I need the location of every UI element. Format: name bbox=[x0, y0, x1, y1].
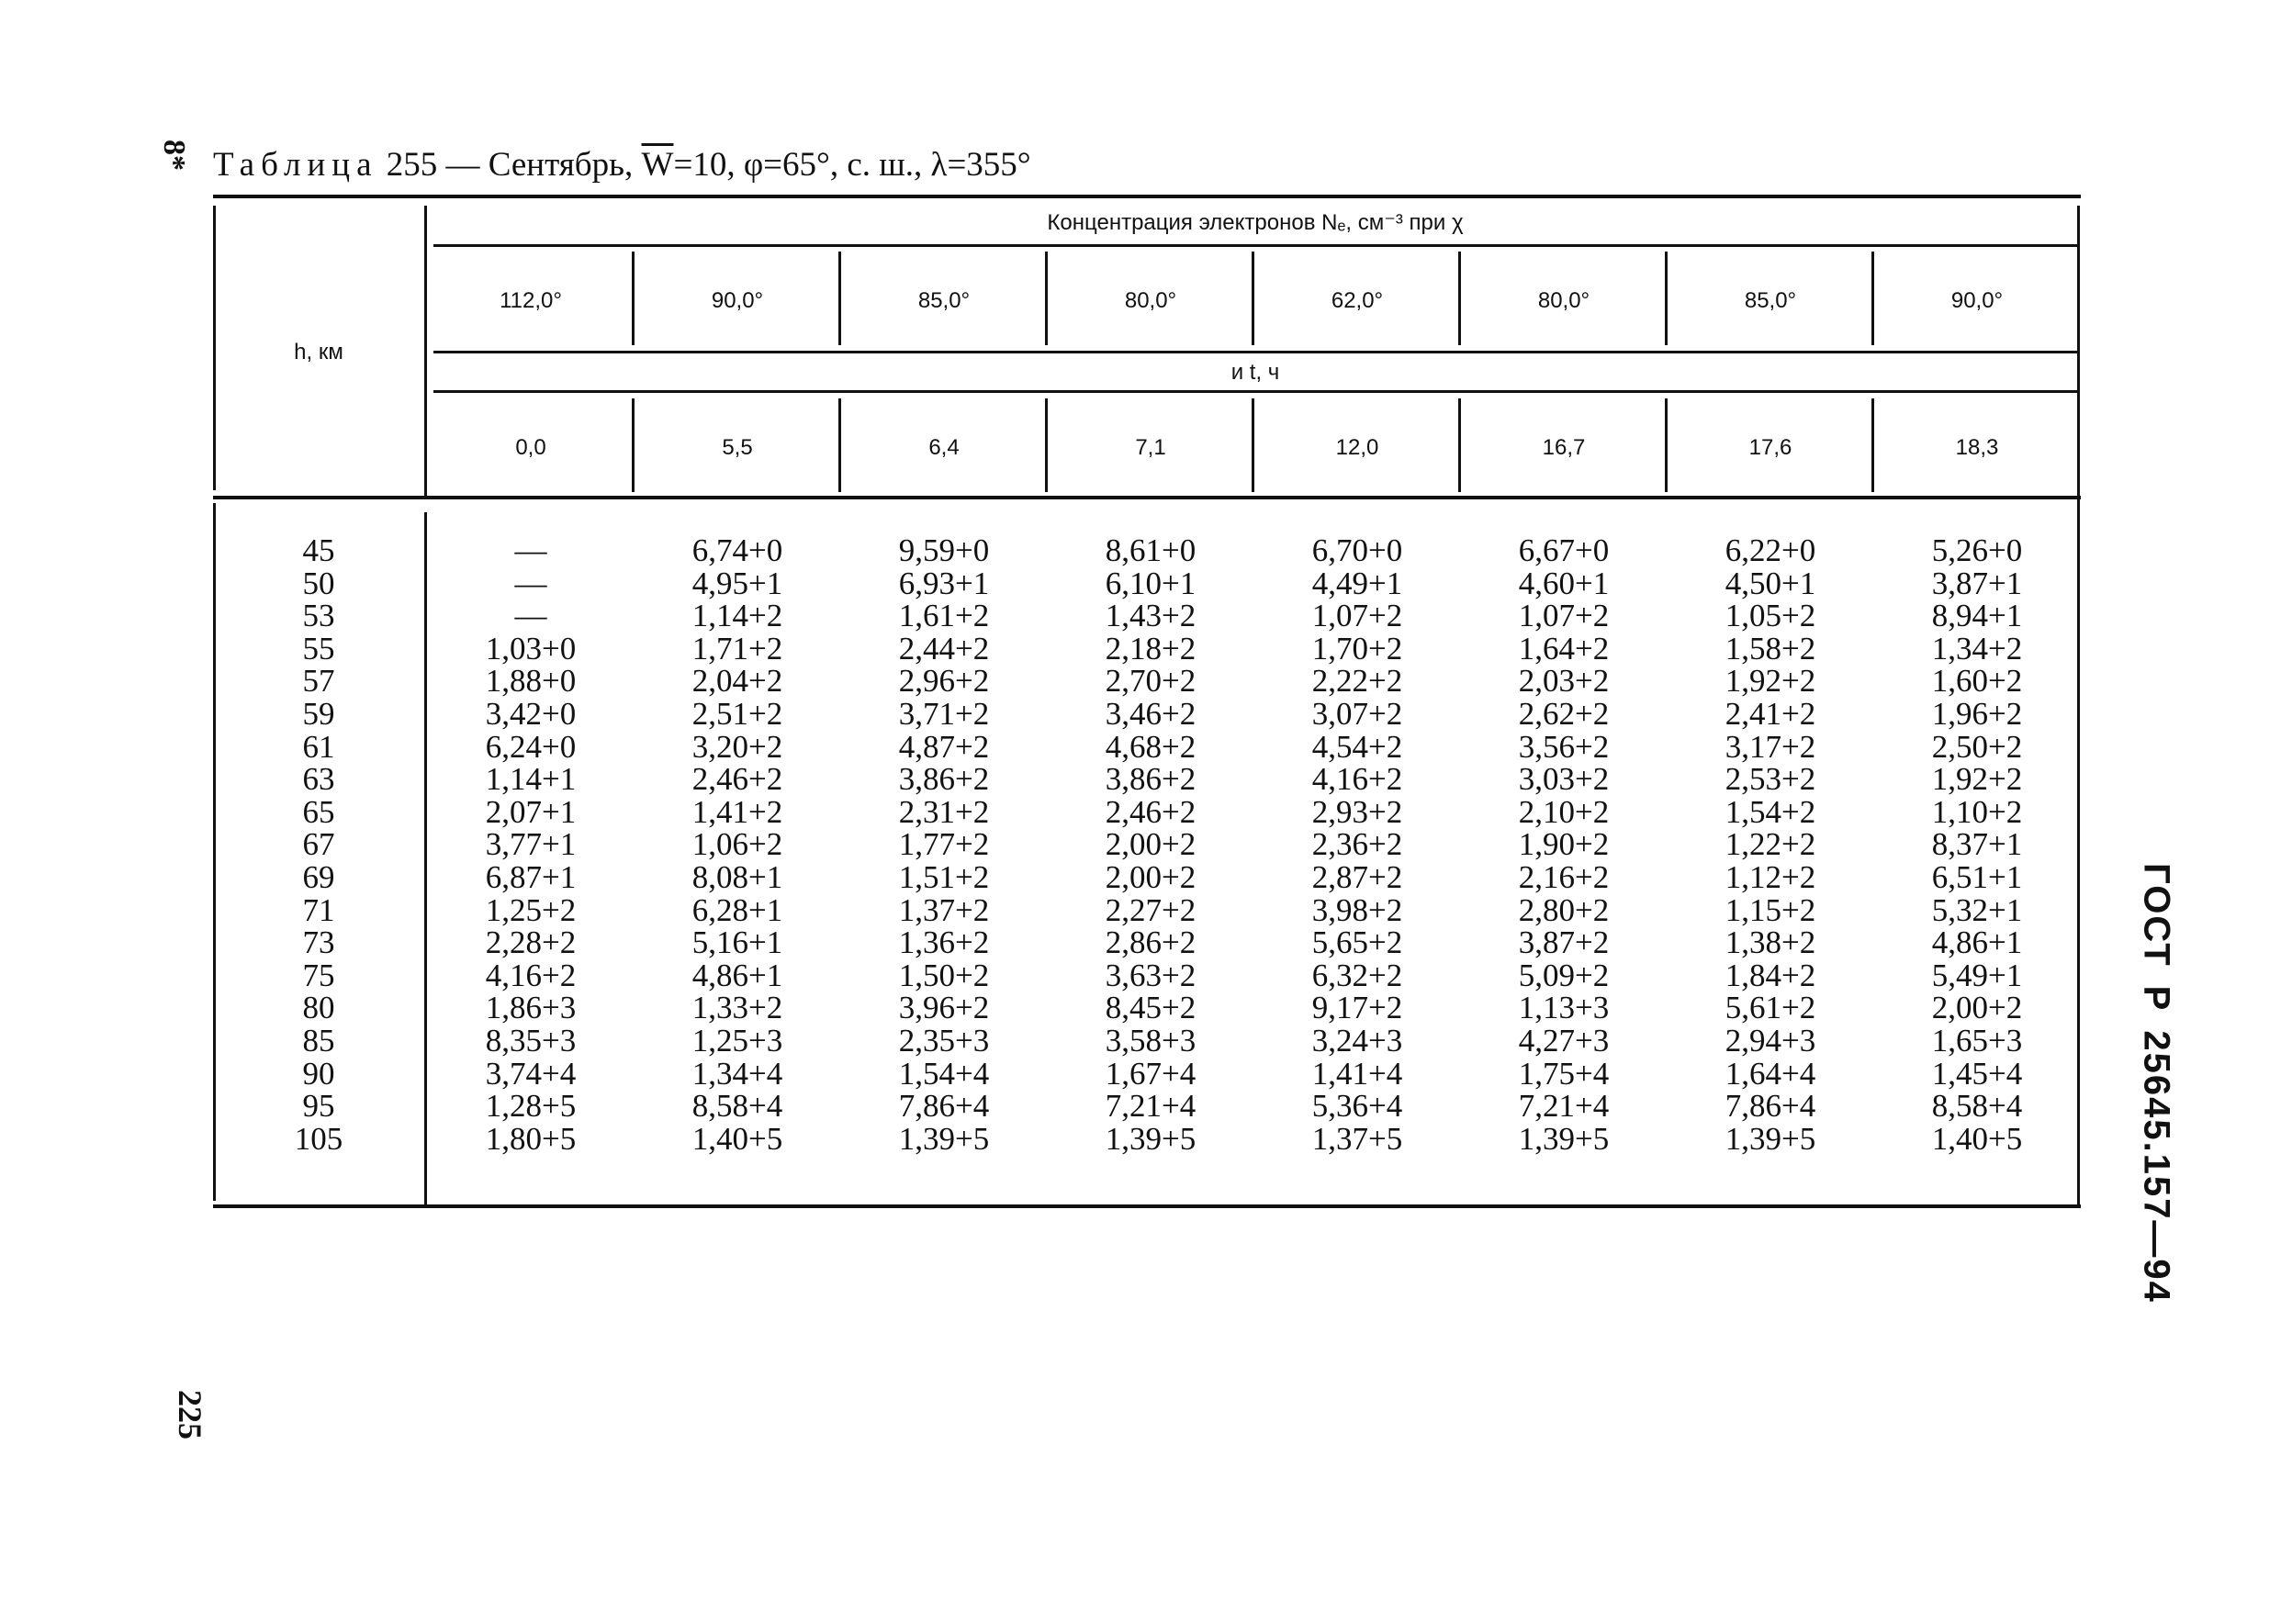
table-cell: 5,36+4 bbox=[1311, 1088, 1403, 1125]
table-cell: 2,00+2 bbox=[1105, 858, 1197, 895]
table-cell: 1,34+4 bbox=[691, 1055, 783, 1092]
table-cell: 1,51+2 bbox=[898, 858, 990, 895]
table-cell: 3,03+2 bbox=[1518, 761, 1610, 798]
table-cell: 3,24+3 bbox=[1311, 1022, 1403, 1058]
table-cell: 3,17+2 bbox=[1725, 728, 1816, 765]
table-cell: 1,54+4 bbox=[898, 1055, 990, 1092]
table-cell: 4,27+3 bbox=[1518, 1022, 1610, 1058]
h-value: 85 bbox=[302, 1022, 335, 1058]
table-cell: 1,86+3 bbox=[485, 990, 577, 1026]
chi-header: 62,0° bbox=[1331, 288, 1384, 313]
chi-header: 80,0° bbox=[1124, 288, 1177, 313]
table-cell: 2,35+3 bbox=[898, 1022, 990, 1058]
h-value: 57 bbox=[302, 663, 335, 700]
table-cell: 3,96+2 bbox=[898, 990, 990, 1026]
table-cell: 8,58+4 bbox=[691, 1088, 783, 1125]
t-header: 0,0 bbox=[515, 435, 546, 460]
t-header: 6,4 bbox=[928, 435, 960, 460]
chi-header: 85,0° bbox=[917, 288, 971, 313]
table-cell: 1,22+2 bbox=[1725, 826, 1816, 863]
table-cell: 1,92+2 bbox=[1931, 761, 2023, 798]
table-cell: — bbox=[514, 532, 547, 568]
title-w-symbol: $\overline{W}$ bbox=[641, 146, 674, 184]
value-column-2 bbox=[635, 534, 840, 1155]
value-column-8 bbox=[1874, 534, 2080, 1155]
table-cell: 2,00+2 bbox=[1931, 990, 2023, 1026]
title-rest-b: =10, φ=65°, с. ш., λ=355° bbox=[673, 146, 1031, 184]
t-header: 18,3 bbox=[1955, 435, 1999, 460]
page-number: 225 bbox=[172, 1390, 208, 1439]
table-cell: 1,80+5 bbox=[485, 1120, 577, 1157]
table-cell: 2,00+2 bbox=[1105, 826, 1197, 863]
value-column-5 bbox=[1254, 534, 1460, 1155]
table-cell: 5,65+2 bbox=[1311, 924, 1403, 961]
table-cell: 5,16+1 bbox=[691, 924, 783, 961]
chi-header: 90,0° bbox=[711, 288, 764, 313]
table-cell: 3,74+4 bbox=[485, 1055, 577, 1092]
h-value: 69 bbox=[302, 858, 335, 895]
table-cell: 1,13+3 bbox=[1518, 990, 1610, 1026]
table-cell: 1,50+2 bbox=[898, 957, 990, 993]
table-cell: 8,37+1 bbox=[1931, 826, 2023, 863]
table-cell: 3,42+0 bbox=[485, 695, 577, 732]
table-cell: 2,70+2 bbox=[1105, 663, 1197, 700]
table-cell: 1,90+2 bbox=[1518, 826, 1610, 863]
value-column-7 bbox=[1668, 534, 1873, 1155]
table-cell: 6,70+0 bbox=[1311, 532, 1403, 568]
table-cell: 2,53+2 bbox=[1725, 761, 1816, 798]
table-cell: 6,10+1 bbox=[1105, 565, 1197, 601]
table-cell: 6,87+1 bbox=[485, 858, 577, 895]
table-cell: 2,22+2 bbox=[1311, 663, 1403, 700]
table-cell: 1,40+5 bbox=[1931, 1120, 2023, 1157]
table-cell: 1,65+3 bbox=[1931, 1022, 2023, 1058]
table-cell: 2,51+2 bbox=[691, 695, 783, 732]
table-cell: 1,37+5 bbox=[1311, 1120, 1403, 1157]
table-cell: 1,03+0 bbox=[485, 630, 577, 666]
table-cell: 1,10+2 bbox=[1931, 793, 2023, 830]
top-rule bbox=[213, 195, 2081, 198]
table-cell: 8,61+0 bbox=[1105, 532, 1197, 568]
table-cell: 2,62+2 bbox=[1518, 695, 1610, 732]
sub-header: и t, ч bbox=[1230, 360, 1280, 385]
subheader-rule bbox=[433, 390, 2077, 393]
table-cell: 1,54+2 bbox=[1725, 793, 1816, 830]
table-cell: 8,58+4 bbox=[1931, 1088, 2023, 1125]
table-cell: 6,22+0 bbox=[1725, 532, 1816, 568]
table-cell: 3,71+2 bbox=[898, 695, 990, 732]
table-cell: 3,58+3 bbox=[1105, 1022, 1197, 1058]
table-cell: 8,94+1 bbox=[1931, 598, 2023, 634]
table-cell: 1,37+2 bbox=[898, 891, 990, 928]
table-cell: 3,56+2 bbox=[1518, 728, 1610, 765]
table-cell: 2,18+2 bbox=[1105, 630, 1197, 666]
table-cell: 5,26+0 bbox=[1931, 532, 2023, 568]
table-cell: 2,28+2 bbox=[485, 924, 577, 961]
left-border-body bbox=[213, 503, 216, 1201]
t-header: 7,1 bbox=[1135, 435, 1166, 460]
h-value: 75 bbox=[302, 957, 335, 993]
table-cell: 3,86+2 bbox=[1105, 761, 1197, 798]
table-cell: 1,39+5 bbox=[1105, 1120, 1197, 1157]
table-cell: 1,77+2 bbox=[898, 826, 990, 863]
h-value: 59 bbox=[302, 695, 335, 732]
table-cell: — bbox=[514, 598, 547, 634]
h-value: 63 bbox=[302, 761, 335, 798]
table-cell: 1,41+4 bbox=[1311, 1055, 1403, 1092]
table-cell: 2,80+2 bbox=[1518, 891, 1610, 928]
t-header: 12,0 bbox=[1335, 435, 1379, 460]
table-cell: 1,38+2 bbox=[1725, 924, 1816, 961]
standard-prefix: ГОСТ bbox=[2136, 863, 2177, 968]
table-cell: 2,50+2 bbox=[1931, 728, 2023, 765]
table-cell: 2,93+2 bbox=[1311, 793, 1403, 830]
table-cell: 7,86+4 bbox=[1725, 1088, 1816, 1125]
table-cell: 1,34+2 bbox=[1931, 630, 2023, 666]
table-cell: 3,87+1 bbox=[1931, 565, 2023, 601]
table-cell: 5,49+1 bbox=[1931, 957, 2023, 993]
table-cell: 1,70+2 bbox=[1311, 630, 1403, 666]
table-cell: 9,17+2 bbox=[1311, 990, 1403, 1026]
h-value: 90 bbox=[302, 1055, 335, 1092]
table-cell: 3,86+2 bbox=[898, 761, 990, 798]
table-cell: 4,86+1 bbox=[1931, 924, 2023, 961]
standard-designation bbox=[2136, 854, 2177, 1313]
chi-header: 112,0° bbox=[500, 288, 562, 313]
table-cell: 4,54+2 bbox=[1311, 728, 1403, 765]
table-cell: 1,84+2 bbox=[1725, 957, 1816, 993]
table-cell: 7,21+4 bbox=[1518, 1088, 1610, 1125]
table-cell: 5,61+2 bbox=[1725, 990, 1816, 1026]
table-cell: 3,07+2 bbox=[1311, 695, 1403, 732]
value-column-3 bbox=[841, 534, 1047, 1155]
table-cell: 1,25+2 bbox=[485, 891, 577, 928]
table-cell: 8,08+1 bbox=[691, 858, 783, 895]
title-rest-a: — Сентябрь, bbox=[437, 146, 642, 184]
table-cell: 9,59+0 bbox=[898, 532, 990, 568]
h-value: 53 bbox=[302, 598, 335, 634]
h-value: 105 bbox=[294, 1120, 343, 1157]
h-value: 55 bbox=[302, 630, 335, 666]
h-value: 73 bbox=[302, 924, 335, 961]
table-cell: 2,36+2 bbox=[1311, 826, 1403, 863]
table-title bbox=[213, 145, 1031, 185]
table-cell: 8,35+3 bbox=[485, 1022, 577, 1058]
table-cell: 3,77+1 bbox=[485, 826, 577, 863]
title-number: 255 bbox=[386, 146, 438, 184]
table-cell: 1,39+5 bbox=[1518, 1120, 1610, 1157]
table-cell: 2,46+2 bbox=[1105, 793, 1197, 830]
table-cell: 1,25+3 bbox=[691, 1022, 783, 1058]
table-cell: 2,10+2 bbox=[1518, 793, 1610, 830]
table-cell: 1,67+4 bbox=[1105, 1055, 1197, 1092]
table-cell: 1,64+2 bbox=[1518, 630, 1610, 666]
table-cell: 1,88+0 bbox=[485, 663, 577, 700]
table-cell: 1,58+2 bbox=[1725, 630, 1816, 666]
table-cell: 1,36+2 bbox=[898, 924, 990, 961]
table-cell: 4,60+1 bbox=[1518, 565, 1610, 601]
h-column-divider-header bbox=[424, 206, 427, 496]
table-cell: 6,28+1 bbox=[691, 891, 783, 928]
table-cell: 2,96+2 bbox=[898, 663, 990, 700]
table-cell: 1,28+5 bbox=[485, 1088, 577, 1125]
table-cell: 8,45+2 bbox=[1105, 990, 1197, 1026]
h-value: 95 bbox=[302, 1088, 335, 1125]
h-value: 50 bbox=[302, 565, 335, 601]
h-column-divider-body bbox=[424, 512, 427, 1204]
table-cell: 1,43+2 bbox=[1105, 598, 1197, 634]
table-cell: 5,09+2 bbox=[1518, 957, 1610, 993]
chi-row-rule bbox=[433, 351, 2077, 353]
h-value: 67 bbox=[302, 826, 335, 863]
table-cell: 2,04+2 bbox=[691, 663, 783, 700]
table-cell: 1,60+2 bbox=[1931, 663, 2023, 700]
value-column-6 bbox=[1461, 534, 1667, 1155]
h-value: 45 bbox=[302, 532, 335, 568]
table-cell: 3,46+2 bbox=[1105, 695, 1197, 732]
table-cell: 1,14+1 bbox=[485, 761, 577, 798]
table-cell: 6,74+0 bbox=[691, 532, 783, 568]
table-cell: 6,24+0 bbox=[485, 728, 577, 765]
h-value: 80 bbox=[302, 990, 335, 1026]
table-cell: 4,50+1 bbox=[1725, 565, 1816, 601]
table-cell: 2,44+2 bbox=[898, 630, 990, 666]
table-cell: 1,14+2 bbox=[691, 598, 783, 634]
table-cell: 1,07+2 bbox=[1311, 598, 1403, 634]
table-cell: 1,05+2 bbox=[1725, 598, 1816, 634]
table-cell: 6,67+0 bbox=[1518, 532, 1610, 568]
t-header: 17,6 bbox=[1748, 435, 1792, 460]
table-cell: 3,98+2 bbox=[1311, 891, 1403, 928]
chi-header: 80,0° bbox=[1537, 288, 1590, 313]
group-header: Концентрация электронов Nₑ, см⁻³ при χ bbox=[1047, 210, 1464, 235]
table-cell: 6,32+2 bbox=[1311, 957, 1403, 993]
standard-letter: Р bbox=[2136, 985, 2177, 1013]
table-cell: 2,94+3 bbox=[1725, 1022, 1816, 1058]
table-cell: 1,75+4 bbox=[1518, 1055, 1610, 1092]
t-header: 16,7 bbox=[1542, 435, 1586, 460]
table-cell: 7,86+4 bbox=[898, 1088, 990, 1125]
table-cell: 1,41+2 bbox=[691, 793, 783, 830]
t-header: 5,5 bbox=[722, 435, 753, 460]
table-cell: 4,87+2 bbox=[898, 728, 990, 765]
table-cell: 1,06+2 bbox=[691, 826, 783, 863]
table-cell: 3,87+2 bbox=[1518, 924, 1610, 961]
table-cell: 1,71+2 bbox=[691, 630, 783, 666]
table-cell: 4,16+2 bbox=[485, 957, 577, 993]
table-cell: 2,87+2 bbox=[1311, 858, 1403, 895]
value-column-4 bbox=[1048, 534, 1253, 1155]
table-cell: 2,31+2 bbox=[898, 793, 990, 830]
bottom-rule bbox=[213, 1204, 2081, 1208]
chi-header: 85,0° bbox=[1744, 288, 1797, 313]
table-cell: 5,32+1 bbox=[1931, 891, 2023, 928]
header-bottom-rule bbox=[213, 496, 2081, 499]
table-cell: 3,63+2 bbox=[1105, 957, 1197, 993]
h-column-header: h, км bbox=[294, 340, 343, 364]
title-lead: Таблица bbox=[213, 146, 378, 184]
table-cell: 4,49+1 bbox=[1311, 565, 1403, 601]
table-cell: 1,39+5 bbox=[898, 1120, 990, 1157]
h-value: 61 bbox=[302, 728, 335, 765]
table-cell: 1,07+2 bbox=[1518, 598, 1610, 634]
h-value: 65 bbox=[302, 793, 335, 830]
table-cell: 1,61+2 bbox=[898, 598, 990, 634]
table-cell: 1,92+2 bbox=[1725, 663, 1816, 700]
data-table bbox=[213, 195, 2081, 1208]
table-cell: 1,40+5 bbox=[691, 1120, 783, 1157]
table-cell: 2,03+2 bbox=[1518, 663, 1610, 700]
table-cell: 1,64+4 bbox=[1725, 1055, 1816, 1092]
group-header-rule bbox=[433, 244, 2077, 247]
table-cell: 2,41+2 bbox=[1725, 695, 1816, 732]
table-cell: 1,15+2 bbox=[1725, 891, 1816, 928]
table-cell: 1,45+4 bbox=[1931, 1055, 2023, 1092]
table-cell: 4,86+1 bbox=[691, 957, 783, 993]
table-cell: 4,68+2 bbox=[1105, 728, 1197, 765]
table-cell: 4,16+2 bbox=[1311, 761, 1403, 798]
table-cell: 4,95+1 bbox=[691, 565, 783, 601]
standard-number: 25645.157—94 bbox=[2136, 1030, 2177, 1304]
table-cell: 2,27+2 bbox=[1105, 891, 1197, 928]
table-cell: 1,96+2 bbox=[1931, 695, 2023, 732]
corner-mark: 8* bbox=[157, 140, 191, 171]
table-cell: 2,07+1 bbox=[485, 793, 577, 830]
table-cell: 2,86+2 bbox=[1105, 924, 1197, 961]
table-cell: 1,33+2 bbox=[691, 990, 783, 1026]
value-column-1 bbox=[428, 534, 634, 1155]
table-cell: 7,21+4 bbox=[1105, 1088, 1197, 1125]
table-cell: 6,93+1 bbox=[898, 565, 990, 601]
table-cell: 1,39+5 bbox=[1725, 1120, 1816, 1157]
table-cell: 6,51+1 bbox=[1931, 858, 2023, 895]
table-cell: 3,20+2 bbox=[691, 728, 783, 765]
h-value: 71 bbox=[302, 891, 335, 928]
chi-header: 90,0° bbox=[1950, 288, 2004, 313]
table-cell: — bbox=[514, 565, 547, 601]
table-cell: 1,12+2 bbox=[1725, 858, 1816, 895]
h-values-column bbox=[250, 534, 388, 1155]
table-cell: 2,46+2 bbox=[691, 761, 783, 798]
table-cell: 2,16+2 bbox=[1518, 858, 1610, 895]
